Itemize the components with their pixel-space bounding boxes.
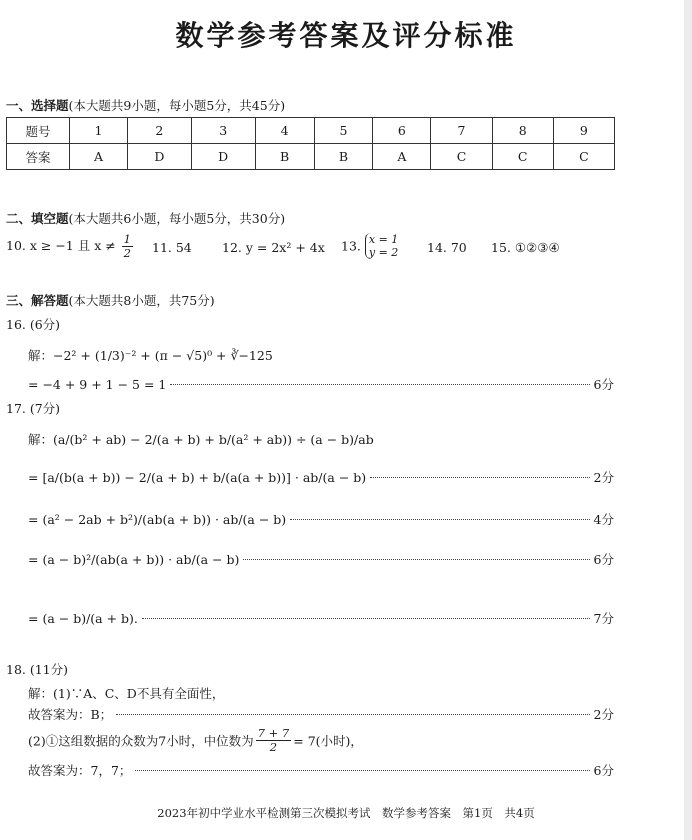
leader-dots <box>243 559 589 560</box>
section2-heading-row <box>6 209 285 227</box>
fill-blank-q11: 11. 54 <box>152 240 192 255</box>
q18-step3 <box>28 727 363 754</box>
section1-desc: (本大题共9小题，每小题5分，共45分) <box>68 98 286 113</box>
q17-step2: = [a/(b(a + b)) − 2/(a + b) + b/(a(a + b))] · ab/(a − b) <box>28 469 367 485</box>
q13-label: 13. <box>341 238 361 254</box>
leader-dots <box>290 519 589 520</box>
answer-cell: C <box>553 144 614 170</box>
section2-heading: 二、填空题 <box>6 211 69 226</box>
leader-dots <box>116 714 589 715</box>
question-number: 4 <box>255 118 314 144</box>
q16-step1: 解：−2² + (1/3)⁻² + (π − √5)⁰ + ∛−125 <box>28 348 273 363</box>
score-label: 2分 <box>593 470 614 485</box>
q18-step3-result: = 7(小时)， <box>293 733 363 749</box>
score-label: 6分 <box>593 763 614 778</box>
answer-cell: B <box>314 144 373 170</box>
q17-step2-row <box>28 465 614 489</box>
question-number: 8 <box>492 118 553 144</box>
q17-step3: = (a² − 2ab + b²)/(ab(a + b)) · ab/(a − b) <box>28 511 287 527</box>
question-number: 7 <box>431 118 492 144</box>
page-footer: 2023年初中学业水平检测第三次模拟考试 数学参考答案 第1页 共4页 <box>157 806 535 820</box>
question-number: 3 <box>191 118 255 144</box>
score-label: 7分 <box>593 611 614 626</box>
q13-eq-top: x = 1 <box>368 233 399 246</box>
q17-step5-row <box>28 606 614 630</box>
question-number: 1 <box>70 118 128 144</box>
leader-dots <box>370 477 589 478</box>
table-row-numbers <box>7 118 615 144</box>
section1-heading-row <box>6 96 285 114</box>
q13-eq-bottom: y = 2 <box>368 246 399 260</box>
section1-heading: 一、选择题 <box>6 98 69 113</box>
fraction-denominator: 2 <box>123 246 131 261</box>
score-label: 4分 <box>593 512 614 527</box>
score-label: 2分 <box>593 707 614 722</box>
answer-cell: C <box>431 144 492 170</box>
q17-step4: = (a − b)²/(ab(a + b)) · ab/(a − b) <box>28 551 240 567</box>
answer-cell: A <box>373 144 431 170</box>
q18-step2: 故答案为：B； <box>28 707 113 722</box>
section2-desc: (本大题共6小题，每小题5分，共30分) <box>68 211 286 226</box>
leader-dots <box>135 770 589 771</box>
q18-median-fraction <box>256 727 292 754</box>
q17-step3-row <box>28 507 614 531</box>
answer-cell: A <box>70 144 128 170</box>
q16-header: 16. (6分) <box>6 317 61 332</box>
fill-blank-q15: 15. ①②③④ <box>491 240 560 255</box>
q17-step4-row <box>28 547 614 571</box>
q18-step2-row <box>28 702 614 726</box>
page-title: 数学参考答案及评分标准 <box>175 19 517 52</box>
score-label: 6分 <box>593 552 614 567</box>
section3-heading: 三、解答题 <box>6 293 69 308</box>
table-row-answers <box>7 144 615 170</box>
leader-dots <box>142 618 590 619</box>
q17-step1: 解：(a/(b² + ab) − 2/(a + b) + b/(a² + ab)) ÷ (a − b)/ab <box>28 432 374 447</box>
fraction-denominator: 2 <box>269 740 278 755</box>
question-number: 2 <box>128 118 192 144</box>
section3-heading-row <box>6 291 215 309</box>
q18-header: 18. (11分) <box>6 662 69 677</box>
fraction-numerator: 1 <box>123 232 131 246</box>
q10-fraction <box>122 233 133 260</box>
answer-cell: B <box>255 144 314 170</box>
q18-step4-row <box>28 758 614 782</box>
q16-step2: = −4 + 9 + 1 − 5 = 1 <box>28 376 167 392</box>
q17-header: 17. (7分) <box>6 401 61 416</box>
q18-step3-text: (2)①这组数据的众数为7小时，中位数为 <box>28 733 254 749</box>
fill-blank-q10 <box>6 233 135 260</box>
q18-step4: 故答案为：7，7； <box>28 763 132 778</box>
fill-blank-q14: 14. 70 <box>427 240 467 255</box>
question-number: 9 <box>553 118 614 144</box>
section3-desc: (本大题共8小题，共75分) <box>68 293 215 308</box>
score-label: 6分 <box>593 377 614 392</box>
q13-system <box>365 233 398 259</box>
q16-step2-row <box>28 372 614 396</box>
fill-blank-q12: 12. y = 2x² + 4x <box>222 240 325 255</box>
q17-step5: = (a − b)/(a + b). <box>28 610 138 626</box>
row-label-number: 题号 <box>7 118 70 144</box>
answer-cell: C <box>492 144 553 170</box>
page-edge-shadow <box>684 0 692 840</box>
q18-step1: 解：(1)∵A、C、D不具有全面性， <box>28 686 225 701</box>
choice-answer-table <box>6 117 615 170</box>
answer-cell: D <box>191 144 255 170</box>
q10-text: 10. x ≥ −1 且 x ≠ <box>6 238 120 254</box>
question-number: 5 <box>314 118 373 144</box>
fraction-numerator: 7 + 7 <box>257 726 290 740</box>
leader-dots <box>170 384 589 385</box>
fill-blank-q13 <box>341 233 398 259</box>
answer-cell: D <box>128 144 192 170</box>
question-number: 6 <box>373 118 431 144</box>
row-label-answer: 答案 <box>7 144 70 170</box>
